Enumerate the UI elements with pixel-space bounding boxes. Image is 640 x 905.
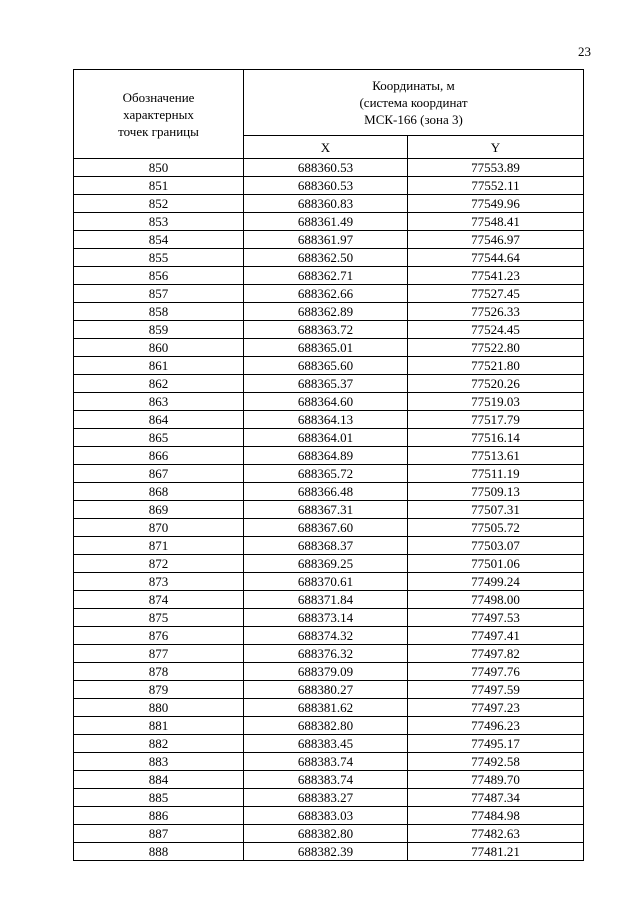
point-cell: 877 xyxy=(74,645,244,663)
x-coordinate-cell: 688373.14 xyxy=(244,609,408,627)
y-coordinate-cell: 77492.58 xyxy=(408,753,584,771)
x-coordinate-cell: 688364.60 xyxy=(244,393,408,411)
x-coordinate-cell: 688362.71 xyxy=(244,267,408,285)
y-coordinate-cell: 77505.72 xyxy=(408,519,584,537)
coordinates-table xyxy=(73,69,584,861)
table-row xyxy=(74,645,584,663)
x-coordinate-cell: 688364.13 xyxy=(244,411,408,429)
point-cell: 854 xyxy=(74,231,244,249)
y-coordinate-cell: 77484.98 xyxy=(408,807,584,825)
table-row xyxy=(74,483,584,501)
table-row xyxy=(74,735,584,753)
table-body xyxy=(74,159,584,861)
x-coordinate-cell: 688360.53 xyxy=(244,159,408,177)
point-header-line: Обозначение xyxy=(122,89,195,105)
point-cell: 873 xyxy=(74,573,244,591)
x-coordinate-cell: 688383.27 xyxy=(244,789,408,807)
x-coordinate-cell: 688361.97 xyxy=(244,231,408,249)
y-coordinate-cell: 77498.00 xyxy=(408,591,584,609)
point-cell: 885 xyxy=(74,789,244,807)
page-number: 23 xyxy=(578,44,591,59)
x-coordinate-cell: 688381.62 xyxy=(244,699,408,717)
table-row xyxy=(74,753,584,771)
point-cell: 861 xyxy=(74,357,244,375)
table-row xyxy=(74,555,584,573)
x-column-header: X xyxy=(244,136,408,159)
table-row xyxy=(74,771,584,789)
x-coordinate-cell: 688380.27 xyxy=(244,681,408,699)
y-coordinate-cell: 77526.33 xyxy=(408,303,584,321)
point-cell: 870 xyxy=(74,519,244,537)
table-row xyxy=(74,339,584,357)
point-column-header xyxy=(74,70,244,159)
point-cell: 858 xyxy=(74,303,244,321)
y-coordinate-cell: 77482.63 xyxy=(408,825,584,843)
point-cell: 886 xyxy=(74,807,244,825)
table-row xyxy=(74,699,584,717)
y-coordinate-cell: 77513.61 xyxy=(408,447,584,465)
coords-header-line: МСК-166 (зона 3) xyxy=(364,112,463,128)
point-cell: 850 xyxy=(74,159,244,177)
point-cell: 876 xyxy=(74,627,244,645)
x-coordinate-cell: 688365.72 xyxy=(244,465,408,483)
point-cell: 851 xyxy=(74,177,244,195)
table-row xyxy=(74,231,584,249)
point-cell: 856 xyxy=(74,267,244,285)
x-coordinate-cell: 688383.74 xyxy=(244,771,408,789)
point-cell: 867 xyxy=(74,465,244,483)
table-row xyxy=(74,843,584,861)
y-coordinate-cell: 77520.26 xyxy=(408,375,584,393)
table-row xyxy=(74,249,584,267)
y-coordinate-cell: 77501.06 xyxy=(408,555,584,573)
table-row xyxy=(74,285,584,303)
point-cell: 853 xyxy=(74,213,244,231)
point-cell: 859 xyxy=(74,321,244,339)
y-coordinate-cell: 77521.80 xyxy=(408,357,584,375)
x-coordinate-cell: 688383.45 xyxy=(244,735,408,753)
y-coordinate-cell: 77487.34 xyxy=(408,789,584,807)
point-cell: 880 xyxy=(74,699,244,717)
y-coordinate-cell: 77522.80 xyxy=(408,339,584,357)
x-coordinate-cell: 688362.89 xyxy=(244,303,408,321)
table-row xyxy=(74,213,584,231)
x-coordinate-cell: 688360.83 xyxy=(244,195,408,213)
table-row xyxy=(74,807,584,825)
x-coordinate-cell: 688364.89 xyxy=(244,447,408,465)
table-row xyxy=(74,609,584,627)
x-coordinate-cell: 688383.74 xyxy=(244,753,408,771)
table-row xyxy=(74,447,584,465)
point-cell: 879 xyxy=(74,681,244,699)
point-cell: 864 xyxy=(74,411,244,429)
y-coordinate-cell: 77497.23 xyxy=(408,699,584,717)
point-cell: 865 xyxy=(74,429,244,447)
point-cell: 884 xyxy=(74,771,244,789)
y-coordinate-cell: 77553.89 xyxy=(408,159,584,177)
table-row xyxy=(74,537,584,555)
coordinates-column-header xyxy=(244,70,584,136)
point-cell: 888 xyxy=(74,843,244,861)
x-coordinate-cell: 688376.32 xyxy=(244,645,408,663)
y-column-header: Y xyxy=(408,136,584,159)
y-coordinate-cell: 77548.41 xyxy=(408,213,584,231)
x-coordinate-cell: 688367.31 xyxy=(244,501,408,519)
point-cell: 881 xyxy=(74,717,244,735)
table-row xyxy=(74,501,584,519)
table-row xyxy=(74,267,584,285)
table-row xyxy=(74,357,584,375)
x-coordinate-cell: 688361.49 xyxy=(244,213,408,231)
y-coordinate-cell: 77497.76 xyxy=(408,663,584,681)
table-row xyxy=(74,321,584,339)
x-coordinate-cell: 688366.48 xyxy=(244,483,408,501)
y-coordinate-cell: 77549.96 xyxy=(408,195,584,213)
table-row xyxy=(74,411,584,429)
table-header xyxy=(74,70,584,159)
y-coordinate-cell: 77503.07 xyxy=(408,537,584,555)
x-coordinate-cell: 688374.32 xyxy=(244,627,408,645)
table-row xyxy=(74,303,584,321)
x-coordinate-cell: 688370.61 xyxy=(244,573,408,591)
y-coordinate-cell: 77546.97 xyxy=(408,231,584,249)
coords-header-line: (система координат xyxy=(359,95,468,111)
point-header-line: характерных xyxy=(123,106,194,122)
y-coordinate-cell: 77499.24 xyxy=(408,573,584,591)
x-coordinate-cell: 688382.80 xyxy=(244,825,408,843)
y-coordinate-cell: 77497.41 xyxy=(408,627,584,645)
point-cell: 874 xyxy=(74,591,244,609)
x-coordinate-cell: 688363.72 xyxy=(244,321,408,339)
x-coordinate-cell: 688365.01 xyxy=(244,339,408,357)
table-row xyxy=(74,591,584,609)
point-cell: 868 xyxy=(74,483,244,501)
point-cell: 860 xyxy=(74,339,244,357)
point-cell: 857 xyxy=(74,285,244,303)
table-row xyxy=(74,573,584,591)
table-row xyxy=(74,195,584,213)
x-coordinate-cell: 688369.25 xyxy=(244,555,408,573)
point-cell: 866 xyxy=(74,447,244,465)
point-cell: 871 xyxy=(74,537,244,555)
point-cell: 887 xyxy=(74,825,244,843)
y-coordinate-cell: 77519.03 xyxy=(408,393,584,411)
y-coordinate-cell: 77509.13 xyxy=(408,483,584,501)
point-cell: 855 xyxy=(74,249,244,267)
x-coordinate-cell: 688383.03 xyxy=(244,807,408,825)
y-coordinate-cell: 77496.23 xyxy=(408,717,584,735)
y-coordinate-cell: 77497.82 xyxy=(408,645,584,663)
x-coordinate-cell: 688365.60 xyxy=(244,357,408,375)
x-coordinate-cell: 688364.01 xyxy=(244,429,408,447)
point-cell: 875 xyxy=(74,609,244,627)
point-cell: 852 xyxy=(74,195,244,213)
y-coordinate-cell: 77544.64 xyxy=(408,249,584,267)
table-row xyxy=(74,519,584,537)
table-row xyxy=(74,717,584,735)
table-row xyxy=(74,393,584,411)
x-coordinate-cell: 688382.39 xyxy=(244,843,408,861)
x-coordinate-cell: 688362.66 xyxy=(244,285,408,303)
y-coordinate-cell: 77516.14 xyxy=(408,429,584,447)
y-coordinate-cell: 77552.11 xyxy=(408,177,584,195)
y-coordinate-cell: 77481.21 xyxy=(408,843,584,861)
x-coordinate-cell: 688382.80 xyxy=(244,717,408,735)
x-coordinate-cell: 688365.37 xyxy=(244,375,408,393)
x-coordinate-cell: 688367.60 xyxy=(244,519,408,537)
x-coordinate-cell: 688362.50 xyxy=(244,249,408,267)
y-coordinate-cell: 77497.53 xyxy=(408,609,584,627)
table-row xyxy=(74,429,584,447)
table-row xyxy=(74,465,584,483)
x-coordinate-cell: 688368.37 xyxy=(244,537,408,555)
y-coordinate-cell: 77517.79 xyxy=(408,411,584,429)
y-coordinate-cell: 77527.45 xyxy=(408,285,584,303)
point-cell: 869 xyxy=(74,501,244,519)
y-coordinate-cell: 77507.31 xyxy=(408,501,584,519)
point-cell: 872 xyxy=(74,555,244,573)
table-row xyxy=(74,789,584,807)
y-coordinate-cell: 77489.70 xyxy=(408,771,584,789)
table-row xyxy=(74,681,584,699)
table-row xyxy=(74,663,584,681)
x-coordinate-cell: 688379.09 xyxy=(244,663,408,681)
table-row xyxy=(74,177,584,195)
y-coordinate-cell: 77497.59 xyxy=(408,681,584,699)
x-coordinate-cell: 688360.53 xyxy=(244,177,408,195)
point-cell: 878 xyxy=(74,663,244,681)
y-coordinate-cell: 77541.23 xyxy=(408,267,584,285)
point-cell: 863 xyxy=(74,393,244,411)
y-coordinate-cell: 77495.17 xyxy=(408,735,584,753)
y-coordinate-cell: 77511.19 xyxy=(408,465,584,483)
table-row xyxy=(74,375,584,393)
point-cell: 882 xyxy=(74,735,244,753)
coords-header-line: Координаты, м xyxy=(372,78,455,94)
table-row xyxy=(74,825,584,843)
point-cell: 883 xyxy=(74,753,244,771)
y-coordinate-cell: 77524.45 xyxy=(408,321,584,339)
x-coordinate-cell: 688371.84 xyxy=(244,591,408,609)
point-cell: 862 xyxy=(74,375,244,393)
table-row xyxy=(74,159,584,177)
point-header-line: точек границы xyxy=(118,123,199,139)
table-row xyxy=(74,627,584,645)
